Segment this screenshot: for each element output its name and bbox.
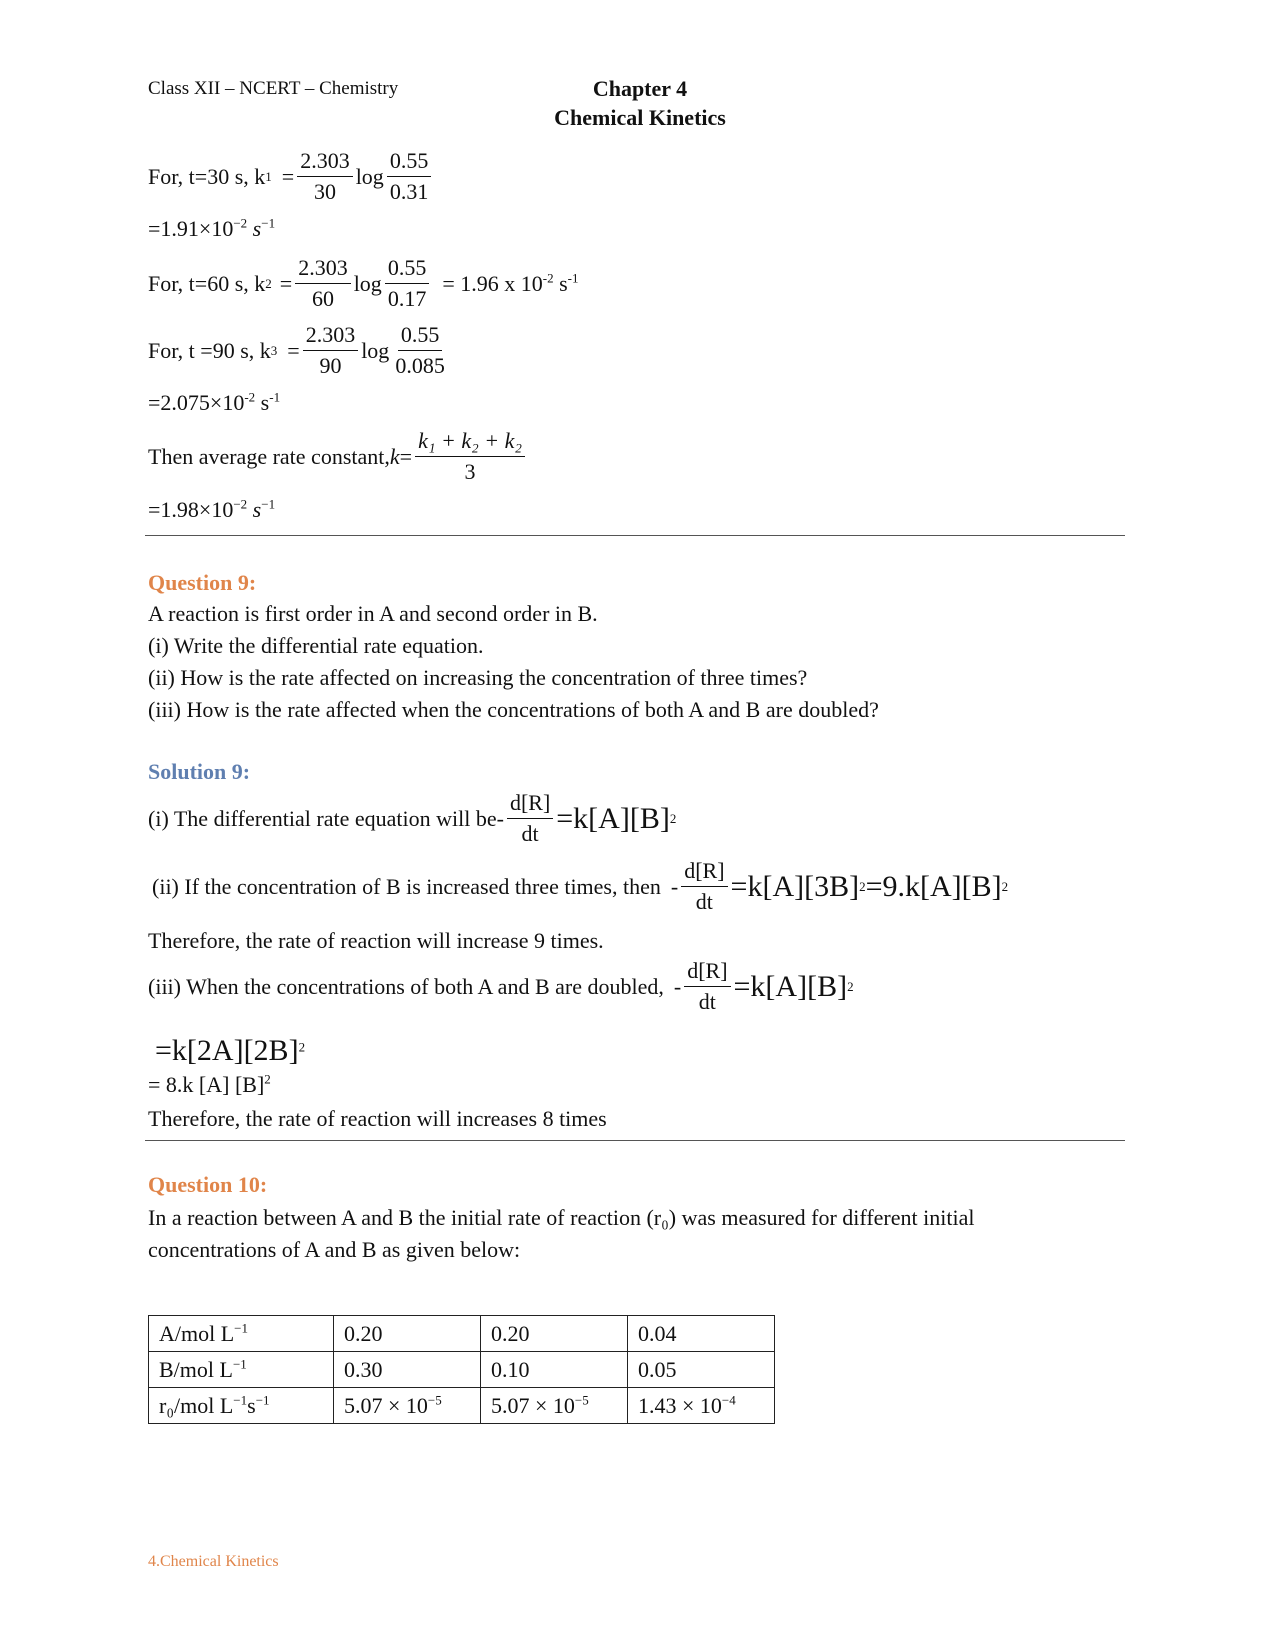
k3-fraction-a: $\frac{2.303}{90}$ [303, 322, 359, 379]
k2-label: For, t=60 s, k [148, 270, 266, 296]
k2-result: = 1.96 x $10^{-2}$ $s^{-1}$ [442, 270, 579, 296]
question-10-line: In a reaction between A and B the initial rate of reaction (r₀) was measured for different initial [148, 1205, 975, 1230]
table-cell: 0.20 [481, 1316, 628, 1352]
question-9-line: (ii) How is the rate affected on increasing the concentration of three times? [148, 665, 808, 690]
table-cell: A/mol $L^{-1}$ [149, 1316, 334, 1352]
solution-9-therefore-8: Therefore, the rate of reaction will increases 8 times [148, 1106, 607, 1131]
k3-equation: For, t =90 s, k 3 = $\frac{2.303}{90}$ log $\frac{0.55}{0.085}$ [148, 322, 451, 379]
k3-label: For, t =90 s, k [148, 337, 271, 363]
solution-9-part-ii: (ii) If the concentration of B is increased three times, then - $\frac{d[R]}{dt}$ =k[A][3B] 2 =9.k[A][B] 2 [152, 858, 1009, 914]
k3-fraction-b: $\frac{0.55}{0.085}$ [395, 322, 445, 378]
table-cell: 0.04 [628, 1316, 775, 1352]
question-10-heading: Question 10: [148, 1172, 268, 1197]
k1-equation: For, t=30 s, k 1 = $\frac{2.303}{30}$ log $\frac{0.55}{0.31}$ [148, 148, 434, 205]
chapter-title: Chemical Kinetics [554, 105, 726, 130]
k2-equation: For, t=60 s, k 2 = $\frac{2.303}{60}$ log $\frac{0.55}{0.17}$ = 1.96 x $10^{-2}$ $s^{-1}$ [148, 255, 579, 311]
table-cell: 0.30 [334, 1352, 481, 1388]
question-9-line: (i) Write the differential rate equation. [148, 633, 484, 658]
average-label: Then average rate constant, [148, 443, 390, 469]
average-result: $=1.98\times 10^{-2}$ $s^{-1}$ [148, 496, 276, 522]
divider [145, 535, 1125, 536]
solution-9-therefore-9: Therefore, the rate of reaction will increase 9 times. [148, 928, 604, 953]
table-cell: r₀/mol $L^{-1}s^{-1}$ [149, 1388, 334, 1424]
table-cell: $5.07 \times 10^{-5}$ [481, 1388, 628, 1424]
question-9-line: A reaction is first order in A and second order in B. [148, 601, 598, 626]
header-class-label: Class XII – NCERT – Chemistry [148, 78, 399, 99]
chapter-heading [535, 74, 745, 132]
average-equation: Then average rate constant, k = $\frac{\text{k₁ + k₂ + k₂}}{3}$ [148, 428, 528, 485]
table-cell: $5.07 \times 10^{-5}$ [334, 1388, 481, 1424]
table-cell: 0.20 [334, 1316, 481, 1352]
k3-result: $=2.075\times 10^{-2}$ $s^{-1}$ [148, 389, 281, 415]
divider [145, 1140, 1125, 1141]
table-cell: 0.05 [628, 1352, 775, 1388]
k1-label: For, t=30 s, k [148, 163, 266, 189]
k1-fraction-a: $\frac{2.303}{30}$ [297, 148, 353, 205]
k1-fraction-b: $\frac{0.55}{0.31}$ [387, 148, 432, 205]
rate-fraction: $\frac{d[R]}{dt}$ [507, 790, 553, 847]
table-row [149, 1316, 775, 1352]
rate-fraction: $\frac{d[R]}{dt}$ [681, 858, 727, 915]
chapter-number: Chapter 4 [592, 76, 688, 101]
average-fraction: $\frac{\text{k₁ + k₂ + k₂}}{3}$ [415, 428, 525, 485]
table-cell: B/mol $L^{-1}$ [149, 1352, 334, 1388]
table-row [149, 1388, 775, 1424]
solution-9-part-i: (i) The differential rate equation will be - $\frac{d[R]}{dt}$ =k[A][B] 2 [148, 790, 677, 846]
solution-9-2a2b: $=k[2A][2B]^2$ [155, 1034, 306, 1067]
solution-9-heading: Solution 9: [148, 759, 251, 784]
k2-fraction-b: $\frac{0.55}{0.17}$ [385, 255, 430, 312]
question-9-line: (iii) How is the rate affected when the concentrations of both A and B are doubled? [148, 697, 879, 722]
k1-result: $=1.91\times 10^{-2}$ $s^{-1}$ [148, 215, 276, 241]
footer-chapter-label: 4.Chemical Kinetics [148, 1553, 279, 1570]
question-9-heading: Question 9: [148, 570, 257, 595]
rate-fraction: $\frac{d[R]}{dt}$ [684, 958, 730, 1015]
table-row [149, 1352, 775, 1388]
table-cell: 0.10 [481, 1352, 628, 1388]
solution-9-8k: = 8.k [A] $[B]^2$ [148, 1071, 271, 1097]
k2-fraction-a: $\frac{2.303}{60}$ [295, 255, 351, 312]
solution-9-part-iii: (iii) When the concentrations of both A and B are doubled, - $\frac{d[R]}{dt}$ =k[A][B] 2 [148, 958, 854, 1014]
concentration-table [148, 1315, 775, 1424]
question-10-line: concentrations of A and B as given below: [148, 1237, 521, 1262]
table-cell: $1.43 \times 10^{-4}$ [628, 1388, 775, 1424]
